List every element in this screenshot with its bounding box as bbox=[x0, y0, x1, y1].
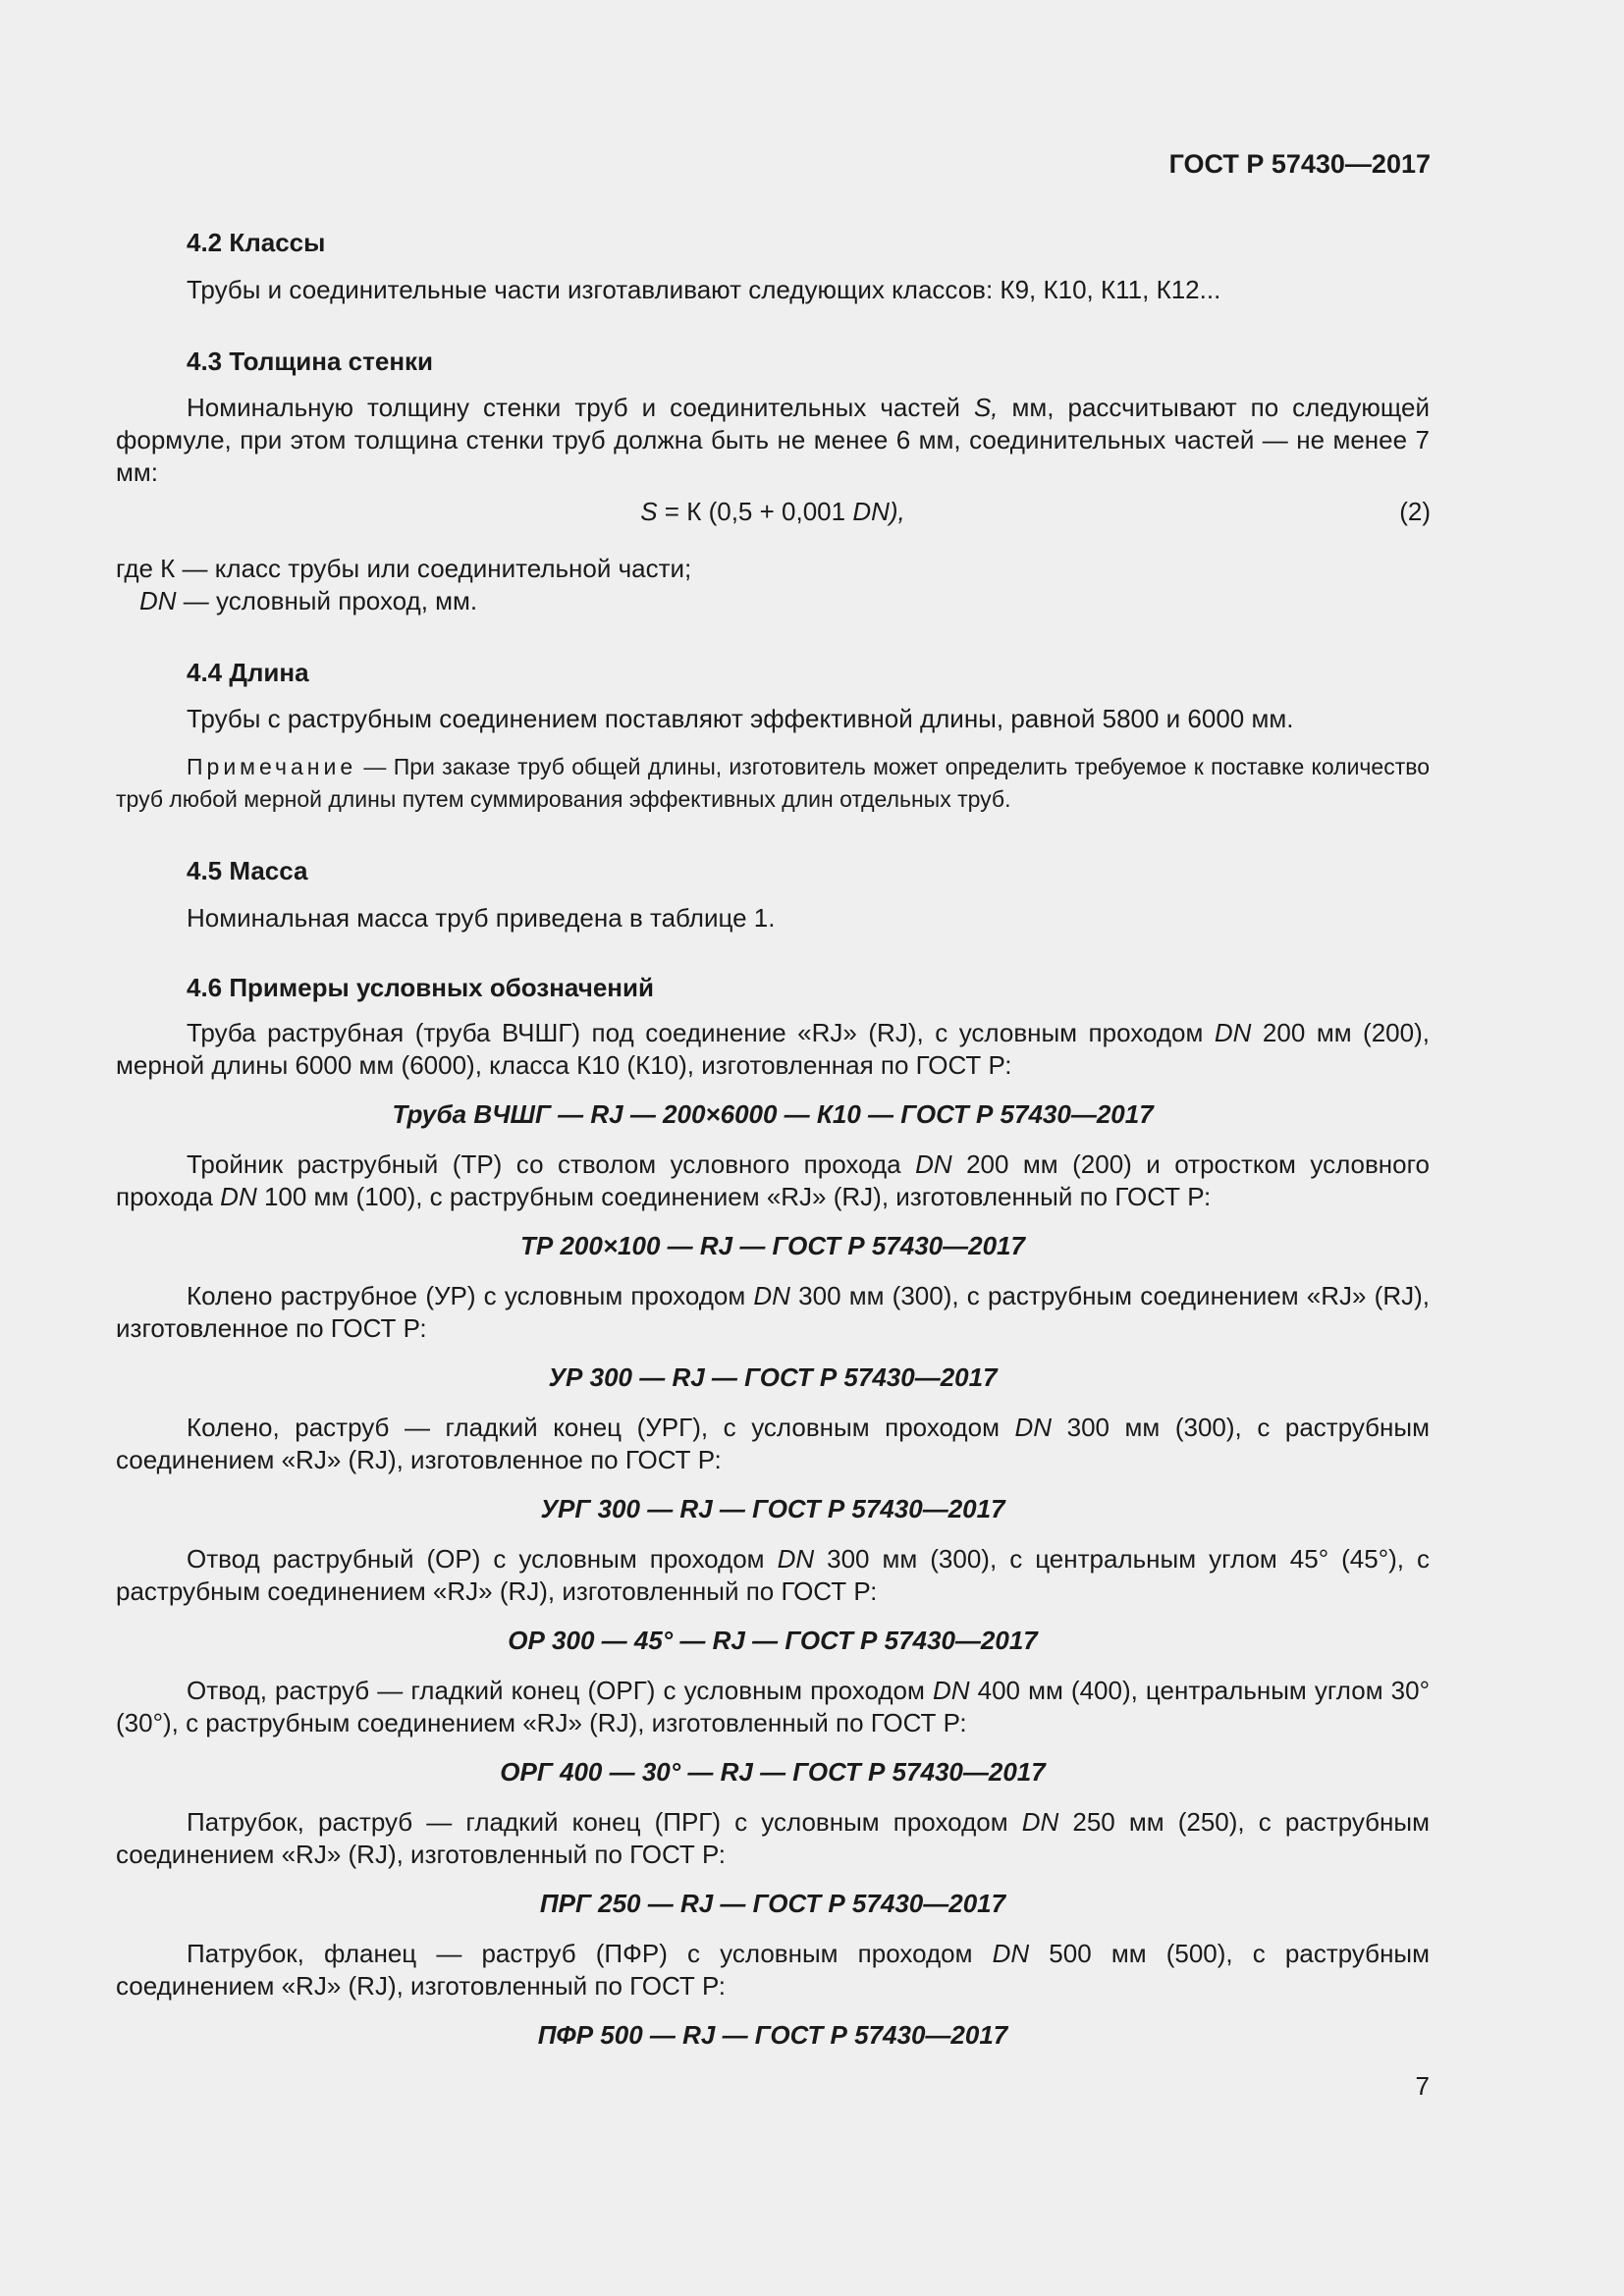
formula-legend-dn: DN — условный проход, мм. bbox=[139, 586, 478, 615]
formula-legend-k: где К — класс трубы или соединительной части; bbox=[116, 554, 692, 583]
example-5-designation: ОР 300 — 45° — RJ — ГОСТ Р 57430—2017 bbox=[508, 1626, 1038, 1655]
example-6-designation: ОРГ 400 — 30° — RJ — ГОСТ Р 57430—2017 bbox=[500, 1757, 1046, 1787]
section-4-2-text: Трубы и соединительные части изготавливают следующих классов: К9, К10, К11, К12... bbox=[187, 275, 1221, 304]
section-4-3-paragraph: Номинальную толщину стенки труб и соединительных частей S, мм, рассчитывают по следующей формуле, при этом толщина стенки труб должна быть не менее 6 мм, соединительных частей — не менее 7 мм: bbox=[116, 393, 1430, 487]
example-3-designation: УР 300 — RJ — ГОСТ Р 57430—2017 bbox=[548, 1362, 998, 1392]
example-2-designation: ТР 200×100 — RJ — ГОСТ Р 57430—2017 bbox=[520, 1231, 1025, 1260]
section-4-6-heading: 4.6 Примеры условных обозначений bbox=[187, 973, 654, 1002]
formula-2: S = К (0,5 + 0,001 DN), bbox=[640, 497, 905, 526]
example-2-description: Тройник раструбный (ТР) со стволом условного прохода DN 200 мм (200) и отростком условного прохода DN 100 мм (100), с раструбным соединением «RJ» (RJ), изготовленный по ГОСТ Р: bbox=[116, 1149, 1430, 1211]
example-8-designation: ПФР 500 — RJ — ГОСТ Р 57430—2017 bbox=[537, 2020, 1008, 2050]
standard-header: ГОСТ Р 57430—2017 bbox=[1168, 149, 1431, 179]
section-4-5-heading: 4.5 Масса bbox=[187, 856, 308, 885]
page-number: 7 bbox=[1415, 2071, 1430, 2101]
example-3-description: Колено раструбное (УР) с условным проходом DN 300 мм (300), с раструбным соединением «RJ» (RJ), изготовленное по ГОСТ Р: bbox=[116, 1281, 1430, 1343]
example-4-designation: УРГ 300 — RJ — ГОСТ Р 57430—2017 bbox=[540, 1494, 1005, 1523]
formula-number: (2) bbox=[1399, 497, 1431, 526]
example-5-description: Отвод раструбный (ОР) с условным проходом DN 300 мм (300), с центральным углом 45° (45°), с раструбным соединением «RJ» (RJ), изготовленный по ГОСТ Р: bbox=[116, 1544, 1430, 1606]
example-8-description: Патрубок, фланец — раструб (ПФР) с условным проходом DN 500 мм (500), с раструбным соединением «RJ» (RJ), изготовленный по ГОСТ Р: bbox=[116, 1939, 1430, 2001]
section-4-4-heading: 4.4 Длина bbox=[187, 658, 309, 687]
section-4-5-text: Номинальная масса труб приведена в таблице 1. bbox=[187, 903, 776, 933]
example-7-description: Патрубок, раструб — гладкий конец (ПРГ) с условным проходом DN 250 мм (250), с раструбным соединением «RJ» (RJ), изготовленный по ГОСТ Р: bbox=[116, 1807, 1430, 1869]
example-1-designation: Труба ВЧШГ — RJ — 200×6000 — К10 — ГОСТ Р 57430—2017 bbox=[392, 1099, 1154, 1129]
section-4-3-heading: 4.3 Толщина стенки bbox=[187, 347, 434, 376]
example-7-designation: ПРГ 250 — RJ — ГОСТ Р 57430—2017 bbox=[539, 1889, 1006, 1918]
section-4-4-text: Трубы с раструбным соединением поставляют эффективной длины, равной 5800 и 6000 мм. bbox=[187, 704, 1294, 733]
example-1-description: Труба раструбная (труба ВЧШГ) под соединение «RJ» (RJ), с условным проходом DN 200 мм (200), мерной длины 6000 мм (6000), класса К10 (К10), изготовленная по ГОСТ Р: bbox=[116, 1018, 1430, 1080]
example-4-description: Колено, раструб — гладкий конец (УРГ), с условным проходом DN 300 мм (300), с раструбным соединением «RJ» (RJ), изготовленное по ГОСТ Р: bbox=[116, 1413, 1430, 1474]
example-6-description: Отвод, раструб — гладкий конец (ОРГ) с условным проходом DN 400 мм (400), центральным углом 30° (30°), с раструбным соединением «RJ» (RJ), изготовленный по ГОСТ Р: bbox=[116, 1676, 1430, 1737]
section-4-2-heading: 4.2 Классы bbox=[187, 228, 326, 257]
note-paragraph: Примечание — При заказе труб общей длины, изготовитель может определить требуемое к поставке количество труб любой мерной длины путем суммирования эффективных длин отдельных труб. bbox=[116, 754, 1430, 812]
